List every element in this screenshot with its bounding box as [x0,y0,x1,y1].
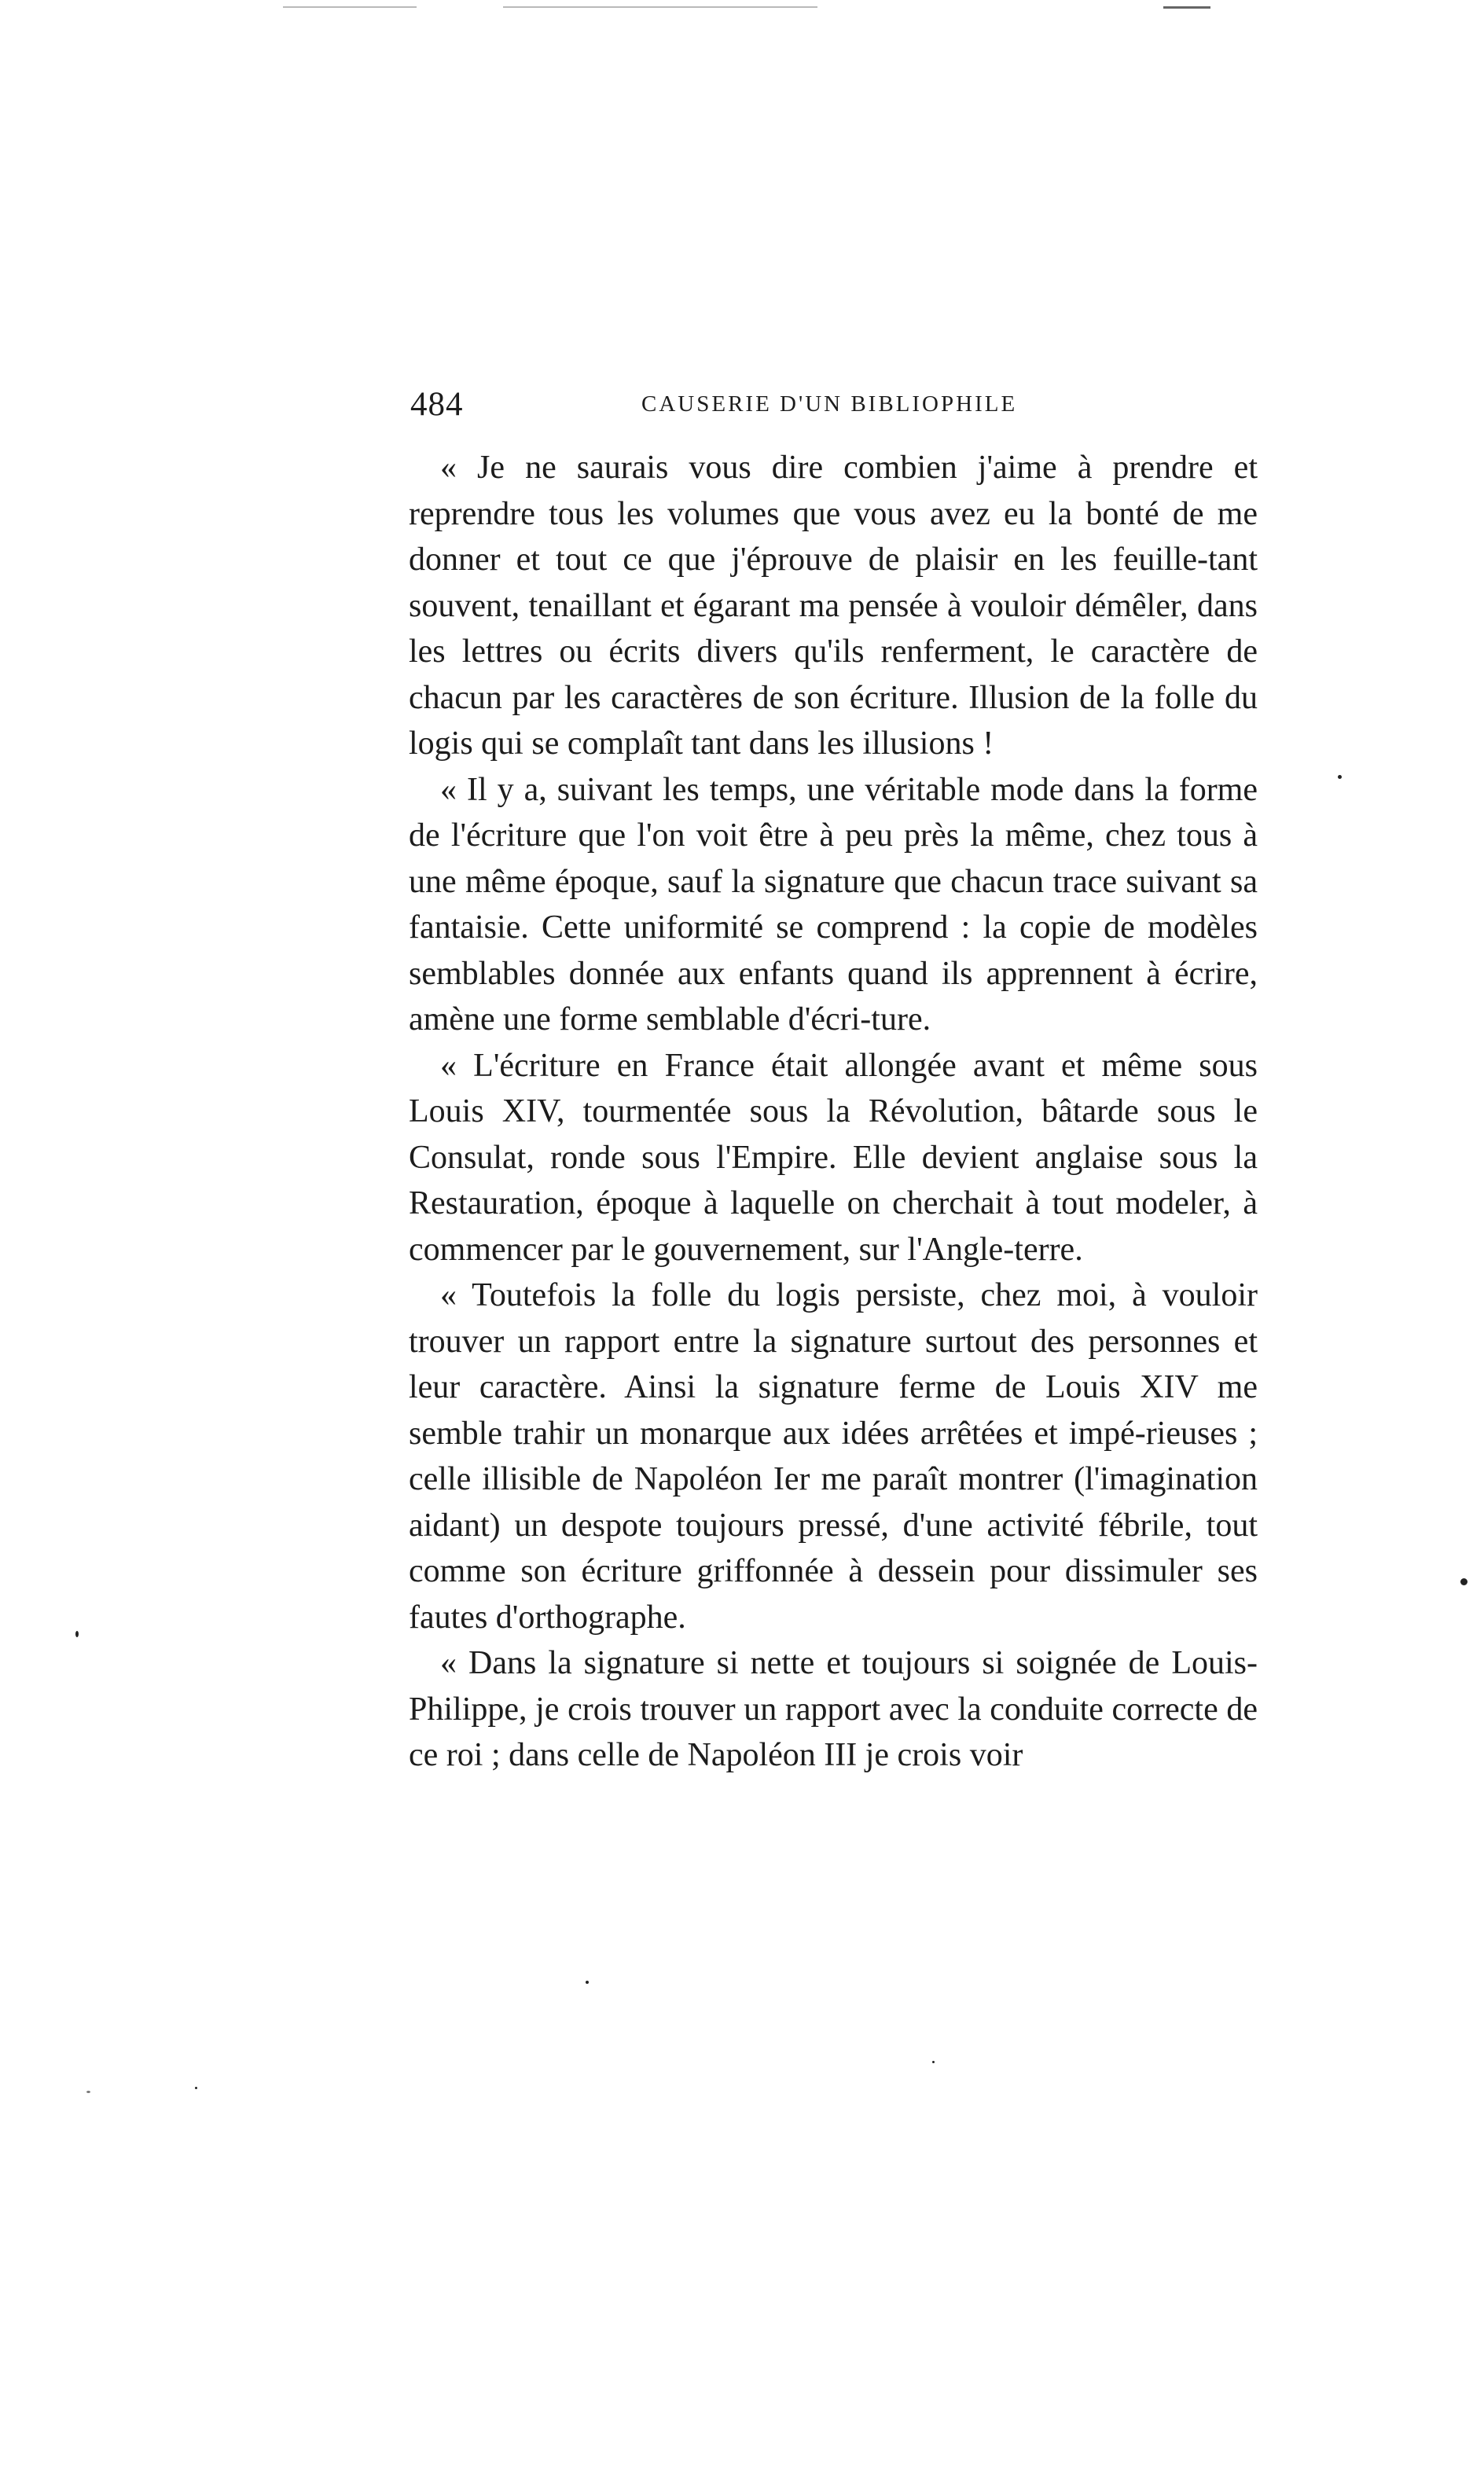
paragraph-2: « Il y a, suivant les temps, une véritable mode dans la forme de l'écriture que l'on voit être à peu près la même, chez tous à une même époque, sauf la signature que chacun trace suivant sa fantaisie. Cette uniformité se comprend : la copie de modèles semblables donnée aux enfants quand ils apprennent à écrire, amène une forme semblable d'écri-ture. [409,771,1258,1038]
paragraph-5: « Dans la signature si nette et toujours si soignée de Louis-Philippe, je crois trouver un rapport avec la conduite correcte de ce roi ; dans celle de Napoléon III je crois voir [409,1645,1258,1773]
scan-speck [586,1981,589,1984]
paragraph-4: « Toutefois la folle du logis persiste, chez moi, à vouloir trouver un rapport entre la signature surtout des personnes et leur caractère. Ainsi la signature ferme de Louis XIV me semble trahir un monarque aux idées arrêtées et impé-rieuses ; celle illisible de Napoléon Ier me paraît montrer (l'imagination aidant) un despote toujours pressé, d'une activité fébrile, tout comme son écriture griffonnée à dessein pour dissimuler ses fautes d'orthographe. [409,1277,1258,1636]
paragraph-3: « L'écriture en France était allongée avant et même sous Louis XIV, tourmentée sous la Révolution, bâtarde sous le Consulat, ronde sous l'Empire. Elle devient anglaise sous la Restauration, époque à laquelle on cherchait à tout modeler, à commencer par le gouvernement, sur l'Angle-terre. [409,1047,1258,1268]
scan-speck [75,1631,79,1637]
page-number: 484 [410,386,464,423]
scan-speck [932,2061,935,2063]
running-title: CAUSERIE D'UN BIBLIOPHILE [641,391,1018,417]
scan-speck [1460,1578,1467,1585]
top-edge-rule-center [503,6,817,8]
paragraph-1: « Je ne saurais vous dire combien j'aime à prendre et reprendre tous les volumes que vous avez eu la bonté de me donner et tout ce que j'éprouve de plaisir en les feuille-tant souvent, tenaillant et égarant ma pensée à vouloir démêler, dans les lettres ou écrits divers qu'ils renferment, le caractère de chacun par les caractères de son écriture. Illusion de la folle du logis qui se complaît tant dans les illusions ! [409,450,1258,762]
scan-speck [1338,775,1342,779]
top-edge-rule-left [283,6,417,8]
scan-speck [86,2091,90,2093]
scan-speck [195,2087,197,2089]
page-header [409,376,1273,431]
book-page [409,376,1273,1773]
page-body [409,445,1258,1779]
top-edge-rule-right [1163,6,1210,9]
